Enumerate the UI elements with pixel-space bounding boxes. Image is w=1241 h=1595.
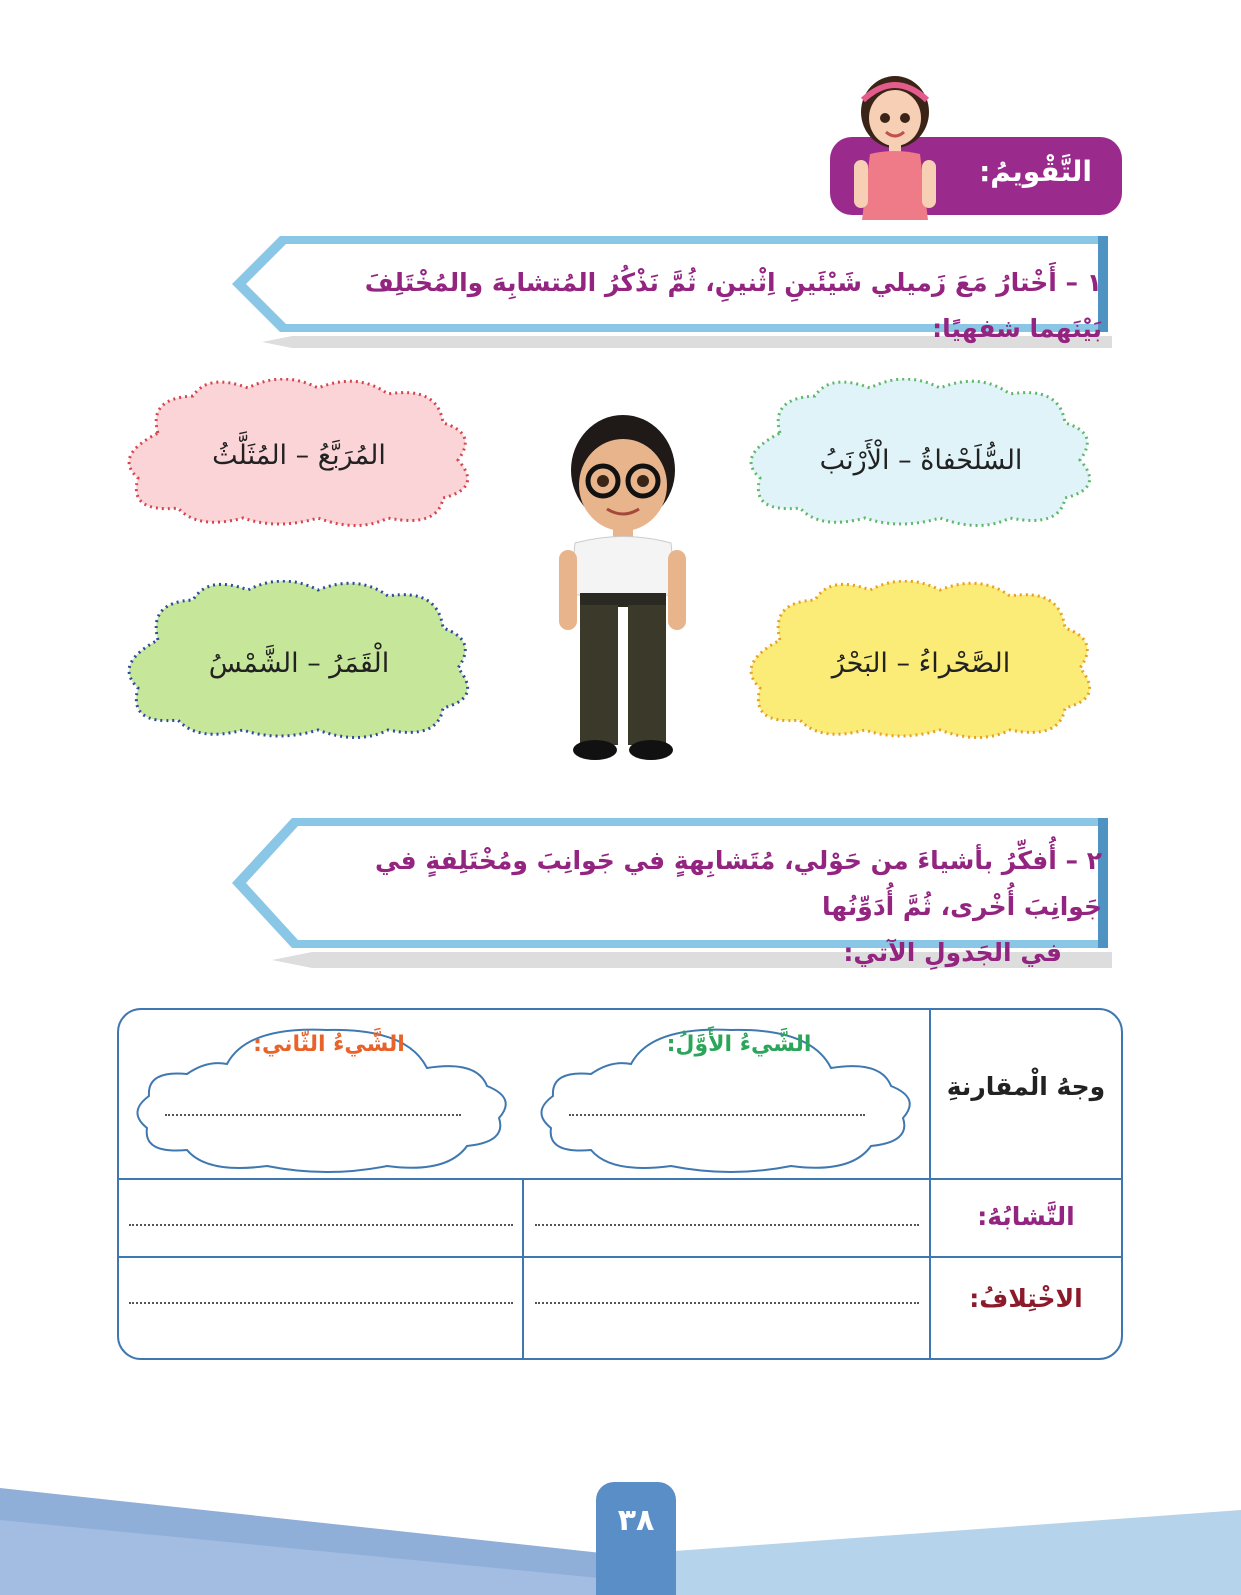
difference-first-answer[interactable] bbox=[535, 1302, 919, 1304]
second-item-label: الشَّيءُ الثّاني: bbox=[253, 1032, 405, 1057]
table-divider-row-1 bbox=[119, 1178, 1123, 1180]
cloud-green-text: الْقَمَرُ – الشَّمْسُ bbox=[208, 648, 390, 679]
first-item-answer-line[interactable] bbox=[569, 1114, 865, 1116]
cloud-pink-text: المُرَبَّعُ – المُثَلَّثُ bbox=[212, 440, 386, 471]
question-2-text bbox=[302, 838, 1102, 976]
question-2-line-2: في الجَدولِ الآتي: bbox=[843, 938, 1062, 967]
question-2-banner bbox=[232, 818, 1124, 978]
cloud-yellow-text: الصَّحْراءُ – البَحْرُ bbox=[831, 648, 1011, 679]
girl-illustration bbox=[840, 70, 950, 220]
question-1-text: ١ – أَخْتارُ مَعَ زَميلي شَيْئَينِ اِثْنينِ، ثُمَّ نَذْكُرُ المُتشابِهَ والمُخْتَلِفَ بَيْنَهما شفهيًا: bbox=[364, 268, 1102, 343]
boy-illustration bbox=[545, 405, 700, 775]
similarity-label: التَّشابُهُ: bbox=[977, 1202, 1075, 1231]
question-1-banner bbox=[232, 236, 1124, 356]
table-divider-row-2 bbox=[119, 1256, 1123, 1258]
section-title: التَّقْويمُ: bbox=[979, 155, 1092, 188]
table-divider-middle bbox=[522, 1178, 524, 1360]
page-number: ٣٨ bbox=[596, 1482, 676, 1595]
similarity-second-answer[interactable] bbox=[129, 1224, 513, 1226]
difference-second-answer[interactable] bbox=[129, 1302, 513, 1304]
first-item-label: الشَّيءُ الأَوَّلُ: bbox=[666, 1032, 812, 1057]
comparison-aspect-label: وجهُ الْمقارنةِ bbox=[946, 1072, 1106, 1101]
cloud-blue-text: السُّلَحْفاةُ – الْأَرْنَبُ bbox=[819, 445, 1023, 476]
similarity-first-answer[interactable] bbox=[535, 1224, 919, 1226]
difference-label: الاخْتِلافُ: bbox=[969, 1284, 1083, 1313]
comparison-table bbox=[117, 1008, 1123, 1360]
question-2-line-1: ٢ – أُفكِّرُ بأشياءَ من حَوْلي، مُتَشابِهةٍ في جَوانِبَ ومُخْتَلِفةٍ في جَوانِبَ أُخْرى، ثُمَّ أُدَوِّنُها bbox=[374, 846, 1102, 921]
second-item-answer-line[interactable] bbox=[165, 1114, 461, 1116]
